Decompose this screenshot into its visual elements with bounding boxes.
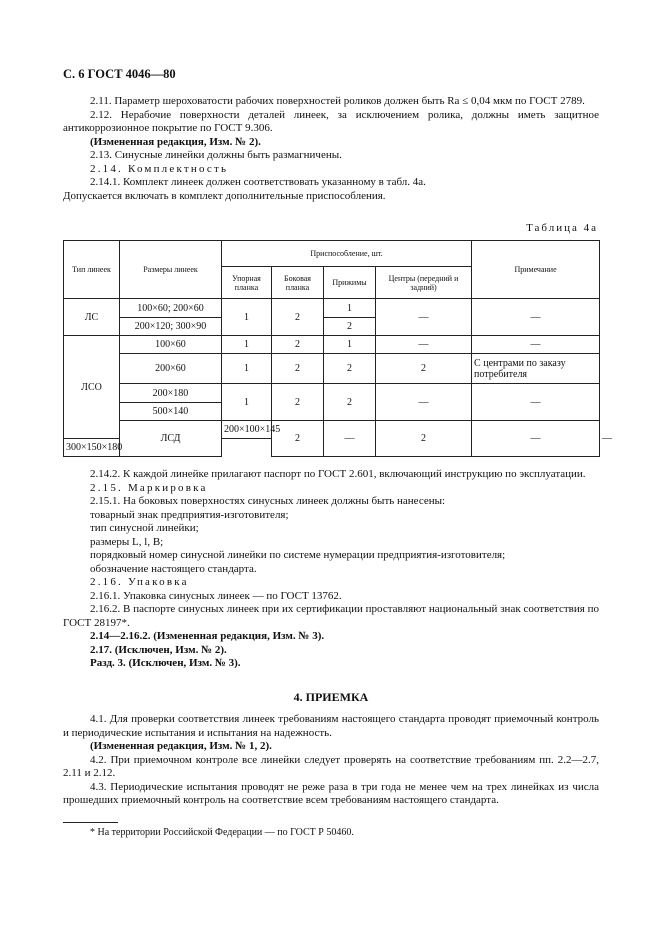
cell-ls-side: 2 xyxy=(272,299,324,336)
para-2-16-1: 2.16.1. Упаковка синусных линеек — по ГОСТ 13762. xyxy=(90,589,342,602)
page-header: С. 6 ГОСТ 4046—80 xyxy=(63,67,176,81)
cell-ls-centers: — xyxy=(376,299,472,336)
change-note-2: (Измененная редакция, Изм. № 2). xyxy=(90,135,261,148)
table-4a: Тип линеек Размеры линеек Приспособление, шт. Примечание Упорная планка Боковая планка Прижимы Центры (передний и задний) ЛС 100×60; 200×60 1 2 1 — — 200×120; 300×90 2 ЛСО 100×60 1 2 1 — — 200×60 1 2 2 2 С центрами по заказу потребителя 200×180 1 2 2 — — 500×140 ЛСД 200×100×145 2 — 2 — — 300×150×180 xyxy=(63,240,600,457)
th-clamps: Прижимы xyxy=(324,267,376,299)
para-2-16-2: 2.16.2. В паспорте синусных линеек при их сертификации проставляют национальный знак соответствия по ГОСТ 28197*. xyxy=(63,603,599,629)
cell-ls-size2: 200×120; 300×90 xyxy=(120,318,222,336)
cell-lso-clamps2: 2 xyxy=(324,354,376,384)
cell-ls-type: ЛС xyxy=(64,299,120,336)
para-2-14-2: 2.14.2. К каждой линейке прилагают паспорт по ГОСТ 2.601, включающий инструкцию по эксплуатации. xyxy=(90,468,586,480)
cell-lso-side1: 2 xyxy=(272,336,324,354)
top-text-block xyxy=(63,95,599,203)
para-2-17: 2.17. (Исключен, Изм. № 2). xyxy=(90,643,227,656)
cell-ls-clamps2: 2 xyxy=(324,318,376,336)
th-sizes: Размеры линеек xyxy=(120,241,222,299)
para-additional: Допускается включать в комплект дополнительные приспособления. xyxy=(63,189,386,202)
cell-lso-centers1: — xyxy=(376,336,472,354)
cell-lso-side2: 2 xyxy=(272,354,324,384)
para-4-1: 4.1. Для проверки соответствия линеек требованиям настоящего стандарта проводят приемочный контроль и периодические испытания и испытания на надежность. xyxy=(63,713,599,739)
heading-2-15: 2.15. Маркировка xyxy=(90,481,208,494)
cell-lso-note2: С центрами по заказу потребителя xyxy=(472,354,600,384)
para-2-13: 2.13. Синусные линейки должны быть размагничены. xyxy=(90,149,342,161)
cell-lso-note1: — xyxy=(472,336,600,354)
cell-lso-side3: 2 xyxy=(272,384,324,421)
section-4-title: 4. ПРИЕМКА xyxy=(293,690,369,704)
cell-lsd-side: — xyxy=(324,421,376,457)
th-centers: Центры (передний и задний) xyxy=(376,267,472,299)
section3-excluded: Разд. 3. (Исключен, Изм. № 3). xyxy=(90,657,241,669)
para-2-15-1: 2.15.1. На боковых поверхностях синусных линеек должны быть нанесены: xyxy=(90,495,446,507)
table-caption: Таблица 4а xyxy=(526,222,598,234)
cell-ls-note: — xyxy=(472,299,600,336)
cell-lso-size2: 200×60 xyxy=(120,354,222,384)
cell-lso-centers3: — xyxy=(376,384,472,421)
heading-2-14: 2.14. Комплектность xyxy=(90,162,229,175)
th-fixtures: Приспособление, шт. xyxy=(222,241,472,267)
th-stop: Упорная планка xyxy=(222,267,272,299)
para-2-11: 2.11. Параметр шероховатости рабочих поверхностей роликов должен быть Ra ≤ 0,04 мкм по ГОСТ 2789. xyxy=(90,95,585,107)
cell-lsd-clamps: 2 xyxy=(376,421,472,457)
th-note: Примечание xyxy=(472,241,600,299)
change-note-1-2: (Измененная редакция, Изм. № 1, 2). xyxy=(90,740,272,752)
change-note-3: 2.14—2.16.2. (Измененная редакция, Изм. № 3). xyxy=(90,630,325,642)
cell-lso-clamps3: 2 xyxy=(324,384,376,421)
cell-lso-stop2: 1 xyxy=(222,354,272,384)
list-item-trademark: товарный знак предприятия-изготовителя; xyxy=(90,508,289,521)
cell-lso-size1: 100×60 xyxy=(120,336,222,354)
list-item-standard: обозначение настоящего стандарта. xyxy=(90,562,257,575)
heading-2-16: 2.16. Упаковка xyxy=(90,576,189,588)
mid-text-block xyxy=(63,468,599,671)
list-item-serial: порядковый номер синусной линейки по системе нумерации предприятия-изготовителя; xyxy=(90,549,506,561)
cell-lsd-stop: 2 xyxy=(272,421,324,457)
cell-lso-size4: 500×140 xyxy=(120,403,222,421)
cell-ls-stop: 1 xyxy=(222,299,272,336)
footnote-divider xyxy=(63,822,118,823)
cell-lsd-centers: — xyxy=(472,421,600,457)
cell-lsd-size1: 200×100×145 xyxy=(222,421,272,439)
cell-lsd-size2: 300×150×180 xyxy=(64,439,120,457)
th-type: Тип линеек xyxy=(64,241,120,299)
list-item-sizes: размеры L, l, B; xyxy=(90,535,164,548)
cell-lsd-type: ЛСД xyxy=(120,421,222,457)
para-4-2: 4.2. При приемочном контроле все линейки следует проверять на соответствие требованиям пп. 2.2—2.7, 2.11 и 2.12. xyxy=(63,753,599,779)
cell-lso-size3: 200×180 xyxy=(120,384,222,403)
para-2-12: 2.12. Нерабочие поверхности деталей линеек, за исключением ролика, должны иметь защитное антикоррозионное покрытие по ГОСТ 9.306. xyxy=(63,108,599,134)
cell-ls-size1: 100×60; 200×60 xyxy=(120,299,222,318)
cell-ls-clamps1: 1 xyxy=(324,299,376,318)
list-item-type: тип синусной линейки; xyxy=(90,522,199,534)
section-4-block xyxy=(63,713,599,808)
cell-lso-note3: — xyxy=(472,384,600,421)
para-4-3: 4.3. Периодические испытания проводят не реже раза в три года не менее чем на трех линейках из числа прошедших приемочный контроль на соответствие всем требованиям настоящего стандарта. xyxy=(63,780,599,806)
footnote: * На территории Российской Федерации — по ГОСТ Р 50460. xyxy=(90,827,354,838)
th-side: Боковая планка xyxy=(272,267,324,299)
cell-lso-stop3: 1 xyxy=(222,384,272,421)
para-2-14-1: 2.14.1. Комплект линеек должен соответствовать указанному в табл. 4а. xyxy=(90,176,426,188)
cell-lso-centers2: 2 xyxy=(376,354,472,384)
cell-lso-clamps1: 1 xyxy=(324,336,376,354)
cell-lso-stop1: 1 xyxy=(222,336,272,354)
cell-lso-type: ЛСО xyxy=(64,336,120,439)
